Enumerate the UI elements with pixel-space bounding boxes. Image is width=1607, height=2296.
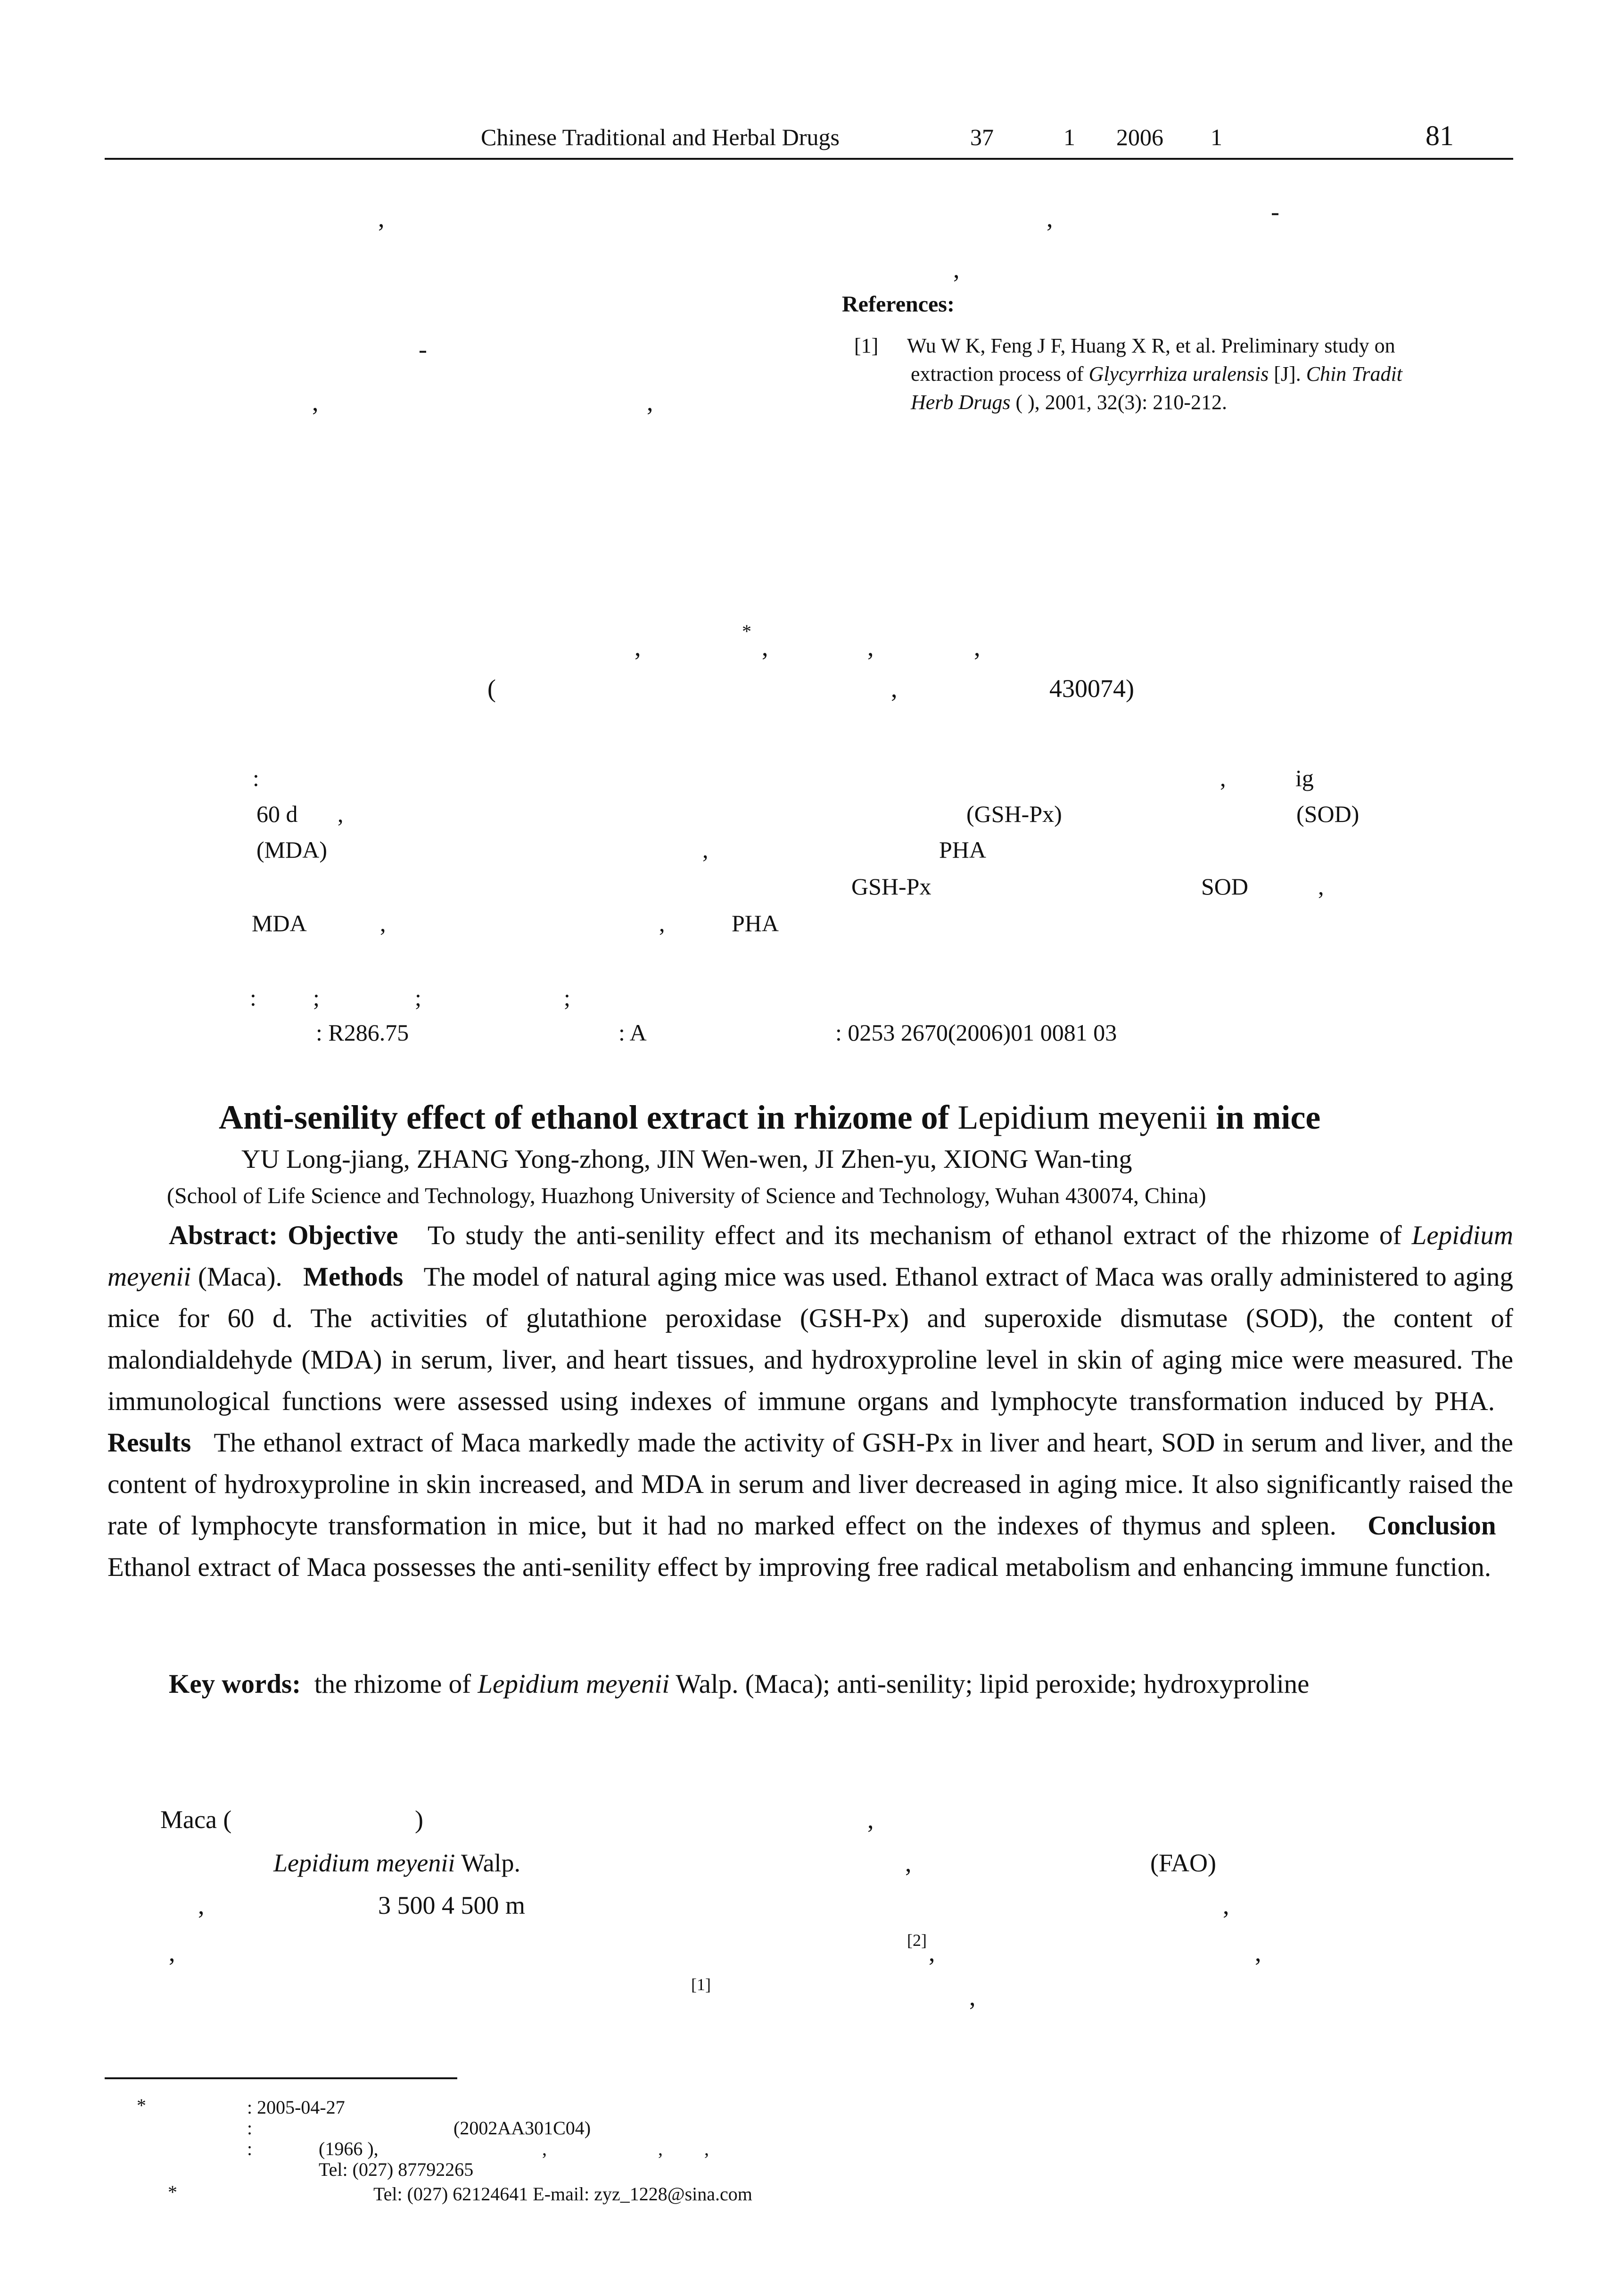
keywords-label: Key words:	[169, 1669, 301, 1699]
text-comma: ,	[1047, 204, 1053, 232]
abstract-cn-comma: ,	[338, 801, 344, 827]
body-comma: ,	[969, 1983, 976, 2011]
ref1-journal: Chin Tradit	[1306, 362, 1402, 385]
body-species	[273, 1848, 520, 1878]
document-code: : A	[618, 1019, 647, 1046]
fund-number: (2002AA301C04)	[453, 2117, 591, 2139]
conclusion-label: Conclusion	[1368, 1511, 1496, 1541]
author-comma: ,	[974, 633, 981, 661]
abstract-cn-gshpx: GSH-Px	[851, 873, 931, 900]
title-species: Lepidium meyenii	[957, 1099, 1208, 1136]
footnote-colon: :	[247, 2138, 253, 2159]
abstract-cn-comma: ,	[659, 910, 665, 936]
corresponding-contact: Tel: (027) 62124641 E-mail: zyz_1228@sina.com	[373, 2183, 752, 2205]
footnote-colon: :	[247, 2117, 253, 2139]
author-bio: (1966 ),	[319, 2138, 379, 2159]
text-comma: ,	[378, 204, 385, 232]
abstract-cn-mda: MDA	[252, 910, 307, 936]
abstract-cn-days: 60 d	[256, 801, 298, 827]
affiliation-en: (School of Life Science and Technology, Huazhong University of Science and Technology, Wuhan 430074, China)	[167, 1183, 1206, 1208]
text-comma: ,	[312, 388, 319, 416]
journal-name: Chinese Traditional and Herbal Drugs	[481, 124, 840, 150]
author-comma: ,	[635, 633, 641, 661]
body-comma: ,	[1255, 1938, 1261, 1967]
abstract-cn-sod: SOD	[1201, 873, 1249, 900]
journal-month: 1	[1211, 124, 1222, 150]
species-author: Walp.	[455, 1849, 521, 1877]
results-label: Results	[107, 1428, 191, 1458]
body-comma: ,	[905, 1849, 912, 1877]
body-comma: ,	[867, 1805, 874, 1834]
ref1-number: [1]	[854, 334, 879, 357]
corresponding-asterisk: *	[742, 621, 751, 642]
header-rule	[105, 158, 1513, 160]
ref1-line1: Wu W K, Feng J F, Huang X R, et al. Preliminary study on	[907, 334, 1395, 357]
affiliation-postcode: 430074)	[1049, 674, 1134, 703]
authors-en: YU Long-jiang, ZHANG Yong-zhong, JIN Wen-wen, JI Zhen-yu, XIONG Wan-ting	[241, 1145, 1132, 1174]
abstract-cn-comma: ,	[1318, 873, 1324, 900]
journal-volume: 37	[970, 124, 994, 150]
text-comma: ,	[647, 388, 653, 416]
abstract-cn-gshpx: (GSH-Px)	[966, 801, 1062, 827]
keywords-text: Walp. (Maca); anti-senility; lipid peroxide; hydroxyproline	[669, 1669, 1310, 1699]
objective-text: To study the anti-senility effect and its mechanism of ethanol extract of the rhizome of	[427, 1221, 1412, 1250]
bio-comma: ,	[542, 2138, 547, 2159]
body-comma: ,	[929, 1938, 935, 1967]
footnote-rule	[105, 2077, 457, 2079]
title-text: in mice	[1207, 1099, 1321, 1136]
methods-text: The model of natural aging mice was used. Ethanol extract of Maca was orally administered to aging mice for 60 d. The activities of glutathione peroxidase (GSH-Px) and superoxide dismutase (SOD), the content of malondialdehyde (MDA) in serum, liver, and heart tissues, and hydroxyproline level in skin of aging mice were measured. The immunological functions were assessed using indexes of immune organs and lymphocyte transformation induced by PHA.	[107, 1262, 1513, 1416]
bio-comma: ,	[658, 2138, 663, 2159]
objective-species: Lepidium meyenii	[107, 1221, 1514, 1292]
keywords-cn-sep: ;	[313, 984, 320, 1011]
body-maca: Maca (	[160, 1805, 232, 1834]
keywords-species: Lepidium meyenii	[478, 1669, 670, 1699]
conclusion-text: Ethanol extract of Maca possesses the anti-senility effect by improving free radical metabolism and enhancing immune function.	[107, 1552, 1492, 1582]
ref1-line2	[911, 362, 1402, 386]
keywords-en	[107, 1664, 1513, 1705]
body-comma: ,	[1223, 1891, 1229, 1919]
affiliation-paren: (	[487, 674, 496, 703]
citation-1: [1]	[691, 1975, 711, 1994]
citation-2: [2]	[907, 1931, 927, 1950]
species-name: Lepidium meyenii	[273, 1849, 455, 1877]
text-dash: -	[1271, 197, 1279, 226]
text-dash: -	[419, 335, 427, 363]
received-date: : 2005-04-27	[247, 2097, 345, 2118]
abstract-cn-pha: PHA	[732, 910, 779, 936]
ref1-species: Glycyrrhiza uralensis	[1088, 362, 1269, 385]
abstract-cn-pha: PHA	[939, 836, 987, 863]
keywords-cn-sep: ;	[415, 984, 421, 1011]
clc-number: : R286.75	[316, 1019, 409, 1046]
keywords-text: the rhizome of	[314, 1669, 478, 1699]
abstract-cn-comma: ,	[702, 836, 709, 863]
journal-year: 2006	[1116, 124, 1163, 150]
objective-text: (Maca).	[191, 1262, 282, 1292]
ref1-text: extraction process of	[911, 362, 1089, 385]
abstract-cn-sod: (SOD)	[1296, 801, 1360, 827]
title-text: Anti-senility effect of ethanol extract in rhizome of	[219, 1099, 958, 1136]
abstract-en-paragraph	[107, 1215, 1513, 1588]
ref1-text: ( ), 2001, 32(3): 210-212.	[1010, 391, 1227, 414]
abstract-label: Abstract:	[169, 1221, 278, 1250]
author-tel: Tel: (027) 87792265	[319, 2159, 474, 2180]
footnote-asterisk: *	[137, 2095, 146, 2116]
bio-comma: ,	[704, 2138, 709, 2159]
abstract-cn-mda: (MDA)	[256, 836, 327, 863]
author-comma: ,	[762, 633, 768, 661]
methods-label: Methods	[303, 1262, 404, 1292]
abstract-cn-colon: :	[253, 765, 259, 791]
keywords-cn-colon: :	[250, 984, 256, 1011]
page-number: 81	[1426, 120, 1454, 151]
body-fao: (FAO)	[1150, 1849, 1216, 1877]
affiliation-comma: ,	[891, 674, 898, 703]
body-paren: )	[415, 1805, 423, 1834]
keywords-cn-sep: ;	[564, 984, 570, 1011]
results-text: The ethanol extract of Maca markedly made the activity of GSH-Px in liver and heart, SOD in serum and liver, and the content of hydroxyproline in skin increased, and MDA in serum and liver decreased in aging mice. It also significantly raised the rate of lymphocyte transformation in mice, but it had no marked effect on the indexes of thymus and spleen.	[107, 1428, 1513, 1541]
references-heading: References:	[842, 292, 955, 317]
abstract-cn-comma: ,	[1220, 765, 1226, 791]
body-comma: ,	[169, 1938, 175, 1967]
body-comma: ,	[198, 1891, 205, 1919]
ref1-text: [J].	[1269, 362, 1306, 385]
corresponding-marker: *	[168, 2181, 177, 2203]
abstract-cn-comma: ,	[380, 910, 386, 936]
ref1-journal: Herb Drugs	[911, 391, 1011, 414]
article-title-en	[219, 1098, 1320, 1137]
author-comma: ,	[867, 633, 874, 661]
body-altitude: 3 500 4 500 m	[378, 1891, 526, 1919]
journal-issue: 1	[1063, 124, 1075, 150]
article-id: : 0253 2670(2006)01 0081 03	[835, 1019, 1117, 1046]
text-comma: ,	[953, 255, 960, 283]
objective-label: Objective	[288, 1221, 398, 1250]
ref1-line3	[911, 390, 1227, 414]
abstract-cn-ig: ig	[1295, 765, 1314, 791]
